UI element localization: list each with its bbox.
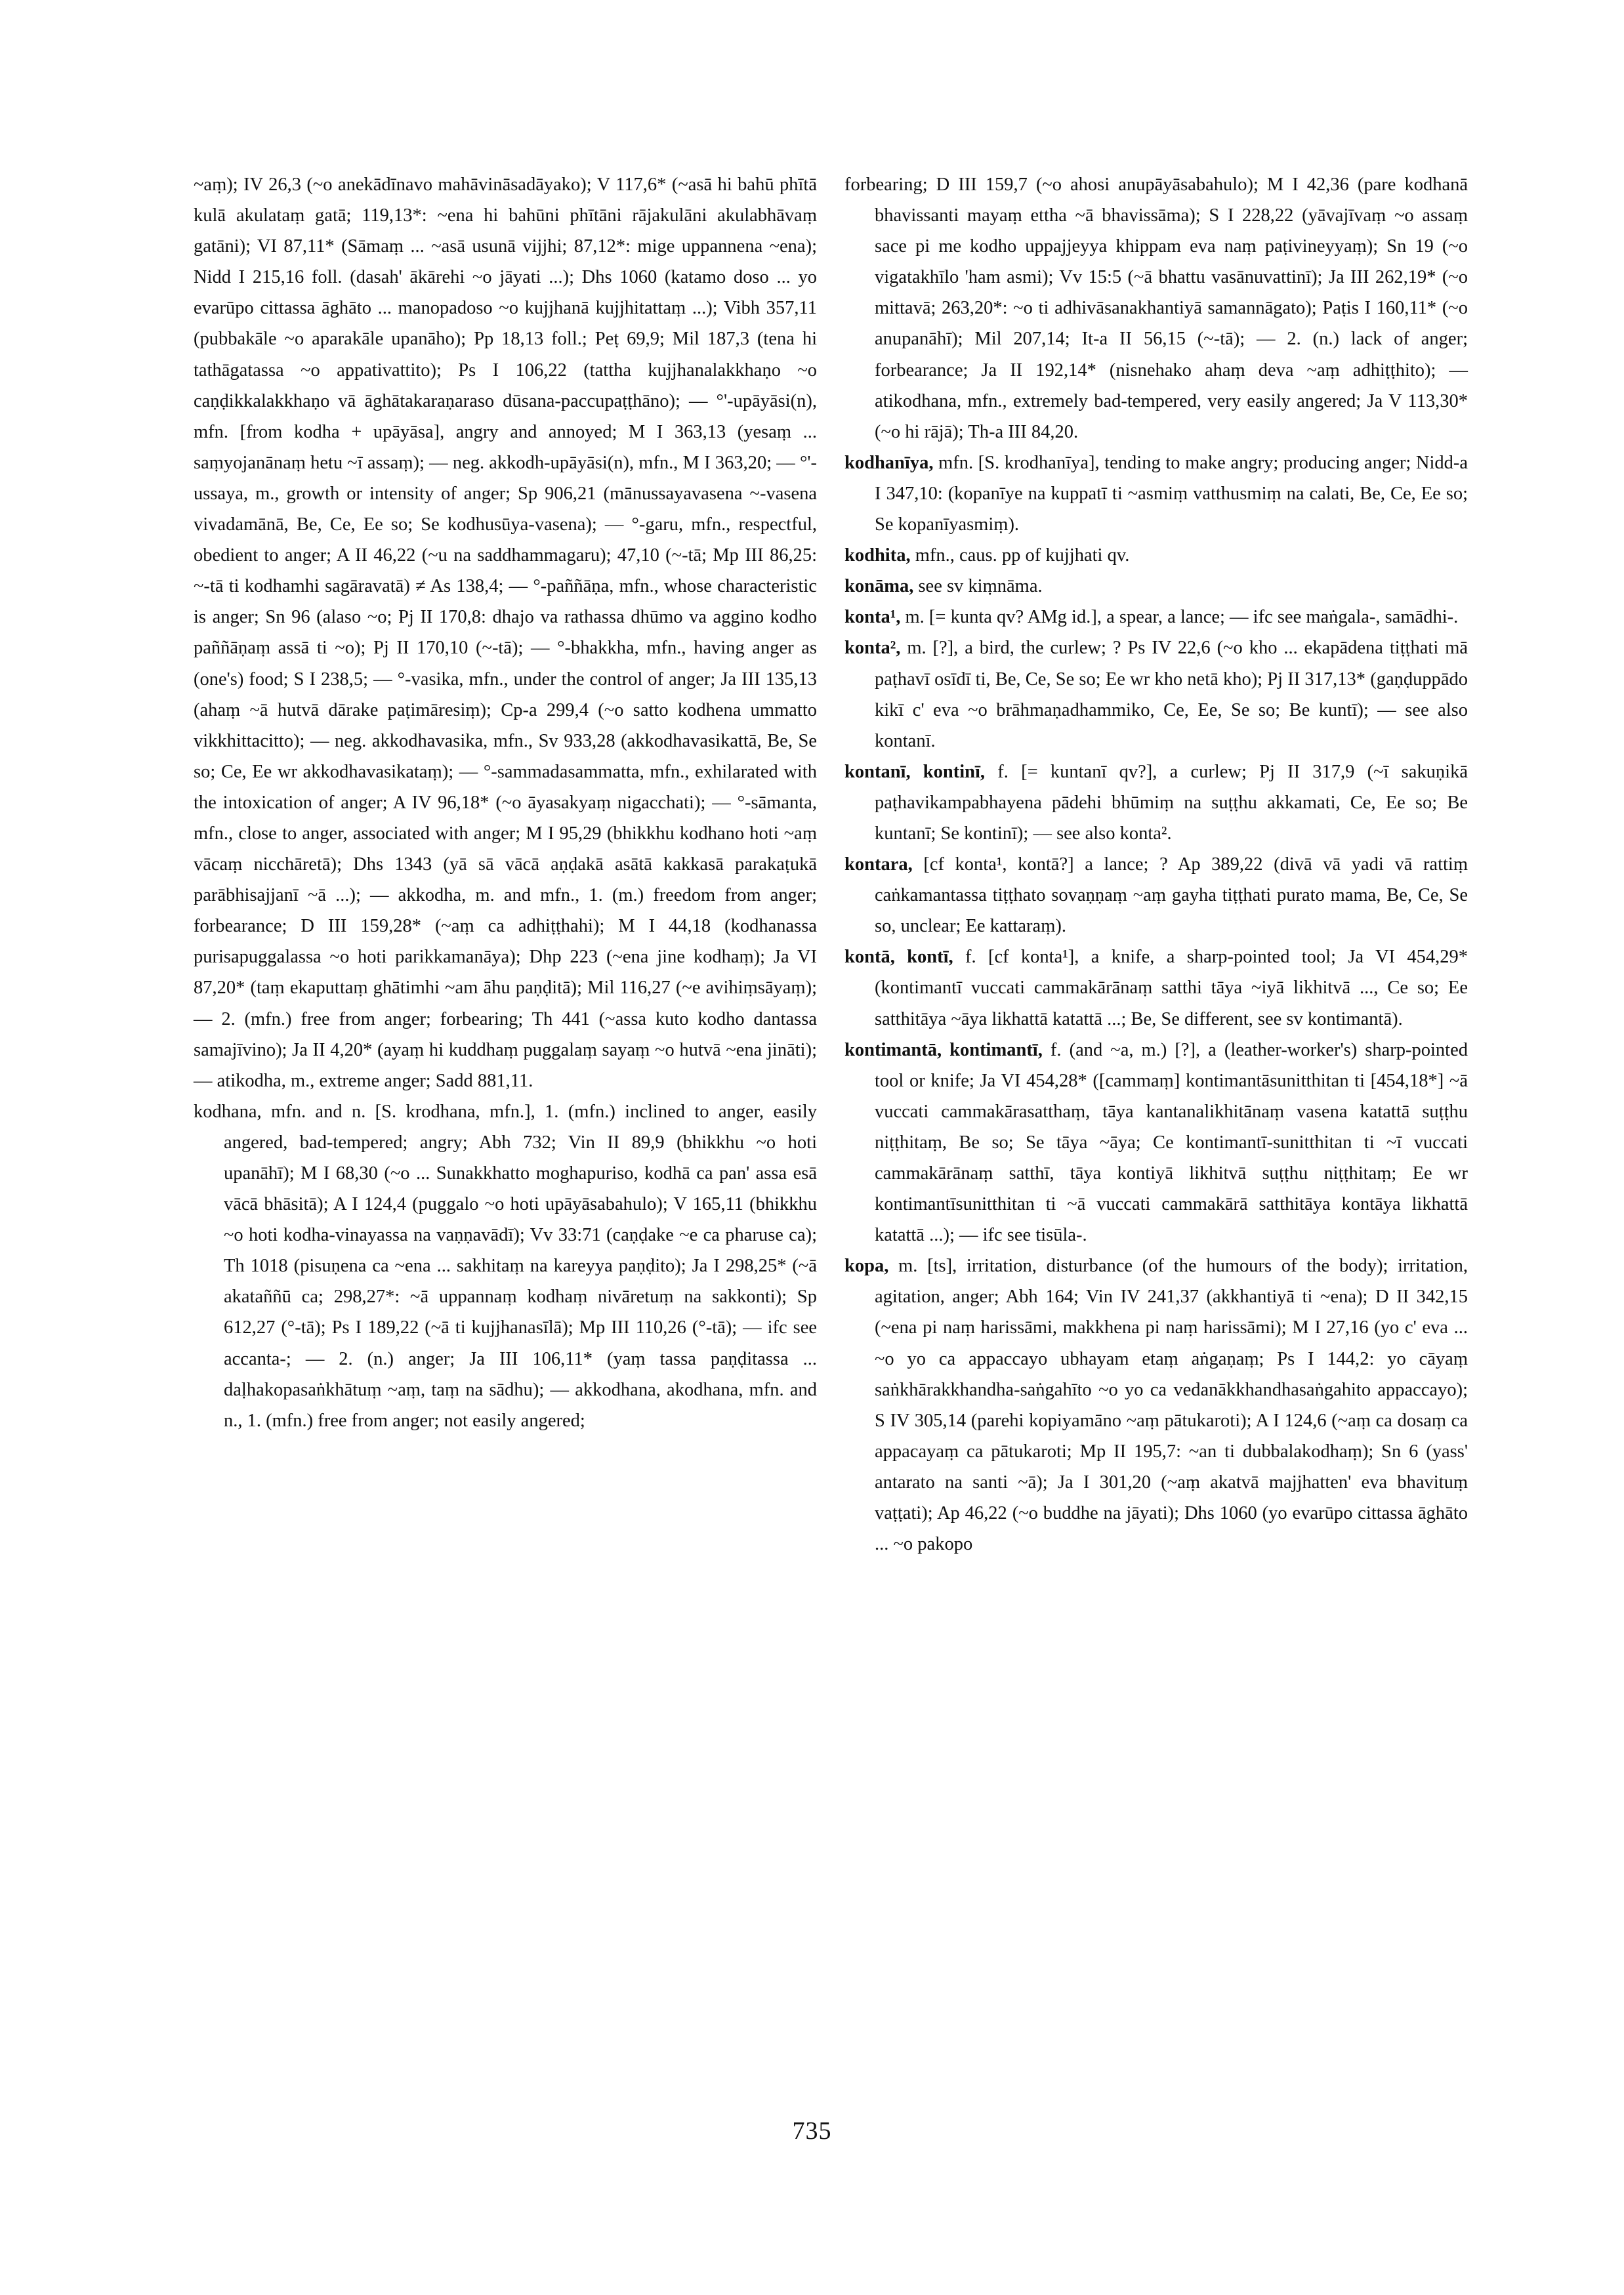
- entry-body: mfn. [S. krodhanīya], tending to make angry; producing anger; Nidd-a I 347,10: (kopanīye na kuppatī ti ~asmiṃ vatthusmiṃ na calati, Be, Ce, Ee so; Se kopanīyasmiṃ).: [875, 452, 1468, 535]
- entry-headword: kontā, kontī,: [844, 947, 953, 968]
- entry-body: f. [cf konta¹], a knife, a sharp-pointed tool; Ja VI 454,29* (kontimantī vuccati cammakārānaṃ satthi tāya ~iyā likhitvā ..., Ce so; Ee satthitāya ~āya likhattā katattā ...; Be, Se different, see sv kontimantā).: [875, 947, 1468, 1029]
- entry-body: forbearing; D III 159,7 (~o ahosi anupāyāsabahulo); M I 42,36 (pare kodhanā bhavissanti mayaṃ ettha ~ā bhavissāma); S I 228,22 (yāvajīvaṃ ~o assaṃ sace pi me kodho uppajjeyya khippam eva naṃ paṭivineyyaṃ); Sn 19 (~o vigatakhīlo 'ham asmi); Vv 15:5 (~ā bhattu vasānuvattinī); Ja III 262,19* (~o mittavā; 263,20*: ~o ti adhivāsanakhantiyā samannāgato); Paṭis I 160,11* (~o anupanāhī); Mil 207,14; It-a II 56,15 (~-tā); — 2. (n.) lack of anger; forbearance; Ja II 192,14* (nisnehako ahaṃ deva ~aṃ adhiṭṭhito); — atikodhana, mfn., extremely bad-tempered, very easily angered; Ja V 113,30* (~o hi rājā); Th-a III 84,20.: [844, 175, 1468, 442]
- entry-headword: konta²,: [844, 638, 901, 659]
- left-paragraph-kodha-continued: ~aṃ); IV 26,3 (~o anekādīnavo mahāvināsadāyako); V 117,6* (~asā hi bahū phītā kulā akulataṃ gatā; 119,13*: ~ena hi bahūni phītāni rājakulāni akulabhāvaṃ gatāni); VI 87,11* (Sāmaṃ ... ~asā usunā vijjhi; 87,12*: mige uppannena ~ena); Nidd I 215,16 foll. (dasah' ākārehi ~o jāyati ...); Dhs 1060 (katamo doso ... yo evarūpo cittassa āghāto ... manopadoso ~o kujjhanā kujjhitattaṃ ...); Vibh 357,11 (pubbakāle ~o aparakāle upanāho); Pp 18,13 foll.; Peṭ 69,9; Mil 187,3 (tena hi tathāgatassa ~o appativattito); Ps I 106,22 (tattha kujjhanalakkhaṇo ~o caṇḍikkalakkhaṇo vā āghātakaraṇaraso dūsana-paccupaṭṭhāno); — °'-upāyāsi(n), mfn. [from kodha + upāyāsa], angry and annoyed; M I 363,13 (yesaṃ ... saṃyojanānaṃ hetu ~ī assaṃ); — neg. akkodh-upāyāsi(n), mfn., M I 363,20; — °'-ussaya, m., growth or intensity of anger; Sp 906,21 (mānussayavasena ~-vasena vivadamānā, Be, Ce, Ee so; Se kodhusūya-vasena); — °-garu, mfn., respectful, obedient to anger; A II 46,22 (~u na saddhammagaru); 47,10 (~-tā; Mp III 86,25: ~-tā ti kodhamhi sagāravatā) ≠ As 138,4; — °-paññāṇa, mfn., whose characteristic is anger; Sn 96 (alaso ~o; Pj II 170,8: dhajo va rathassa dhūmo va aggino kodho paññāṇaṃ assā ti ~o); Pj II 170,10 (~-tā); — °-bhakkha, mfn., having anger as (one's) food; S I 238,5; — °-vasika, mfn., under the control of anger; Ja III 135,13 (ahaṃ ~ā hutvā dārake paṭimāresiṃ); Cp-a 299,4 (~o satto kodhena ummatto vikkhittacitto); — neg. akkodhavasika, mfn., Sv 933,28 (akkodhavasikattā, Be, Se so; Ce, Ee wr akkodhavasikataṃ); — °-sammadasammatta, mfn., exhilarated with the intoxication of anger; A IV 96,18* (~o āyasakyaṃ nigacchati); — °-sāmanta, mfn., close to anger, associated with anger; M I 95,29 (bhikkhu kodhano hoti ~aṃ vācaṃ nicchāretā); Dhs 1343 (yā sā vācā aṇḍakā asātā kakkasā parakaṭukā parābhisajjanī ~ā ...); — akkodha, m. and mfn., 1. (m.) freedom from anger; forbearance; D III 159,28* (~aṃ ca adhiṭṭhahi); M I 44,18 (kodhanassa purisapuggalassa ~o hoti parikkamanāya); Dhp 223 (~ena jine kodhaṃ); Ja VI 87,20* (taṃ ekaputtaṃ ghātimhi ~am āhu paṇḍitā); Mil 116,27 (~e avihiṃsāyaṃ); — 2. (mfn.) free from anger; forbearing; Th 441 (~assa kuto kodho dantassa samajīvino); Ja II 4,20* (ayaṃ hi kuddhaṃ puggalaṃ sayaṃ ~o hutvā ~ena jināti); — atikodha, m., extreme anger; Sadd 881,11.: [194, 175, 817, 1091]
- entry-konta-konti: [844, 941, 1468, 1034]
- entry-continuation: [844, 169, 1468, 447]
- entry-headword: kopa,: [844, 1256, 889, 1277]
- left-column: [194, 169, 817, 1436]
- entry-headword: kodhita,: [844, 545, 911, 566]
- entry-body: m. [= kunta qv? AMg id.], a spear, a lance; — ifc see maṅgala-, samādhi-.: [905, 607, 1459, 628]
- entry-headword: konāma,: [844, 576, 914, 597]
- entry-headword: kontara,: [844, 854, 913, 875]
- entry-headword: kodhanīya,: [844, 452, 934, 473]
- entry-konama: [844, 571, 1468, 602]
- entry-headword: kontanī, kontinī,: [844, 761, 986, 782]
- entry-konta-1: [844, 602, 1468, 632]
- entry-kontara: [844, 849, 1468, 941]
- entry-body: f. (and ~a, m.) [?], a (leather-worker's) sharp-pointed tool or knife; Ja VI 454,28* ([cammaṃ] kontimantāsunitthitan ti [454,18*] ~ā vuccati cammakārasatthaṃ, tāya kantanalikhitānaṃ vasena katattā suṭṭhu niṭṭhitaṃ, Be so; Se tāya ~āya; Ce kontimantī-sunitthitan ti ~ī vuccati cammakārānaṃ satthī, tāya kontiyā likhitvā suṭṭhu niṭṭhitaṃ; Ee wr kontimantīsunitthitan ti ~ā vuccati cammakārā satthitāya kontāya likhattā katattā ...); — ifc see tisūla-.: [875, 1039, 1468, 1246]
- entry-kontani: [844, 756, 1468, 849]
- entry-body: mfn., caus. pp of kujjhati qv.: [915, 545, 1130, 566]
- entry-konta-2: [844, 632, 1468, 756]
- entry-body: f. [= kuntanī qv?], a curlew; Pj II 317,9 (~ī sakuṇikā paṭhavikampabhayena pādehi bhūmiṃ na suṭṭhu akkamati, Ce, Ee so; Be kuntanī; Se kontinī); — see also konta².: [875, 761, 1468, 844]
- entry-body: m. [ts], irritation, disturbance (of the humours of the body); irritation, agitation, anger; Abh 164; Vin IV 241,37 (akkhantiyā ti ~ena); D II 342,15 (~ena pi naṃ harissāmi, makkhena pi naṃ harissāmi); M I 27,16 (yo c' eva ... ~o yo ca appaccayo ubhayam etaṃ aṅgaṇaṃ; Ps I 144,2: yo cāyaṃ saṅkhārakkhandha-saṅgahīto ~o yo ca vedanākkhandhasaṅgahito appaccayo); S IV 305,14 (parehi kopiyamāno ~aṃ pātukaroti); A I 124,6 (~aṃ ca dosaṃ ca appacayaṃ ca pātukaroti; Mp II 195,7: ~an ti dubbalakodhaṃ); Sn 6 (yass' antarato na santi ~ā); Ja I 301,20 (~aṃ akatvā majjhatten' eva bhavituṃ vaṭṭati); Ap 46,22 (~o buddhe na jāyati); Dhs 1060 (yo evarūpo cittassa āghāto ... ~o pakopo: [875, 1256, 1468, 1555]
- left-paragraph-kodhana: kodhana, mfn. and n. [S. krodhana, mfn.], 1. (mfn.) inclined to anger, easily angered, bad-tempered; angry; Abh 732; Vin II 89,9 (bhikkhu ~o hoti upanāhī); M I 68,30 (~o ... Sunakkhatto moghapuriso, kodhā ca pan' assa esā vācā bhāsitā); A I 124,4 (puggalo ~o hoti upāyāsabahulo); V 165,11 (bhikkhu ~o hoti kodha-vinayassa na vaṇṇavādī); Vv 33:71 (caṇḍake ~e ca pharuse ca); Th 1018 (pisuṇena ca ~ena ... sakhitaṃ na kareyya paṇḍito); Ja I 298,25* (~ā akataññū ca; 298,27*: ~ā uppannaṃ kodhaṃ nivāretuṃ na sakkonti); Sp 612,27 (°-tā); Ps I 189,22 (~ā ti kujjhanasīlā); Mp III 110,26 (°-tā); — ifc see accanta-; — 2. (n.) anger; Ja III 106,11* (yaṃ tassa paṇḍitassa ... daḷhakopasaṅkhātuṃ ~aṃ, taṃ na sādhu); — akkodhana, akodhana, mfn. and n., 1. (mfn.) free from anger; not easily angered;: [194, 1101, 817, 1431]
- entry-headword: kontimantā, kontimantī,: [844, 1039, 1043, 1060]
- entry-kodhita: [844, 540, 1468, 571]
- entry-headword: konta¹,: [844, 607, 901, 628]
- entry-body: see sv kiṃnāma.: [918, 576, 1043, 597]
- page-number: 735: [792, 2117, 832, 2145]
- right-column: [844, 169, 1468, 1560]
- entry-kodhaniya: [844, 447, 1468, 540]
- entry-body: [cf konta¹, kontā?] a lance; ? Ap 389,22 (divā vā yadi vā rattiṃ caṅkamantassa tiṭṭhato sovaṇṇaṃ ~aṃ gayha tiṭṭhati purato mama, Be, Ce, Se so, unclear; Ee kattaraṃ).: [875, 854, 1468, 937]
- entry-body: m. [?], a bird, the curlew; ? Ps IV 22,6 (~o kho ... ekapādena tiṭṭhati mā paṭhavī osīdī ti, Be, Ce, Se so; Ee wr kho netā kho); Pj II 317,13* (gaṇḍuppādo kikī c' eva ~o brāhmaṇadhammiko, Ce, Ee, Se so; Be kuntī); — see also kontanī.: [875, 638, 1468, 751]
- entry-kontimanta: [844, 1035, 1468, 1251]
- entry-kopa: [844, 1251, 1468, 1560]
